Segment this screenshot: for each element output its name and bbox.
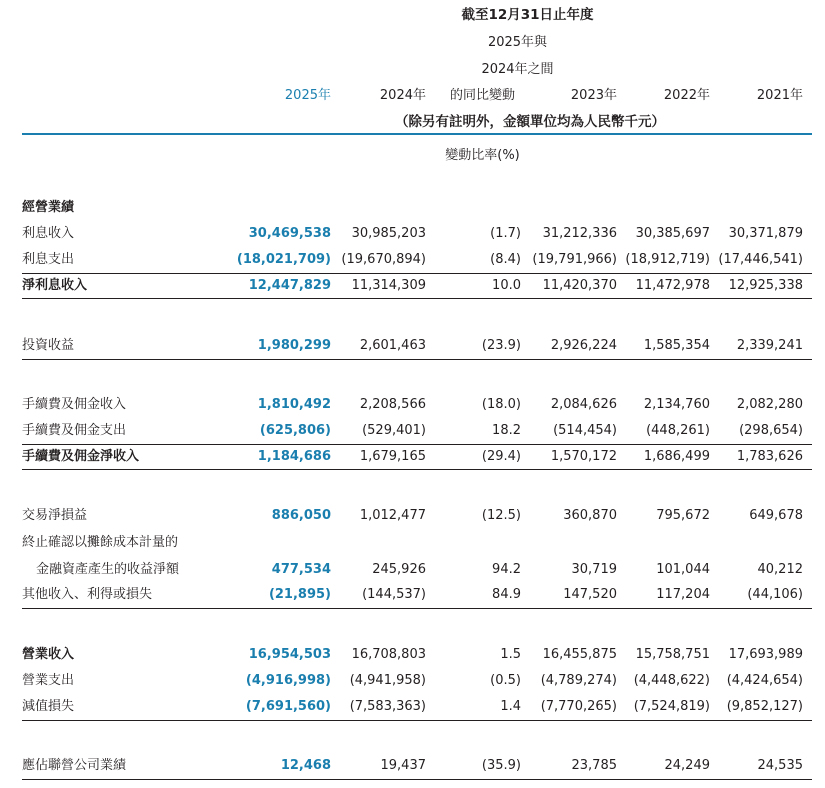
cell-2023: 2,084,626 [550,397,617,412]
cell-2021: (44,106) [747,587,803,602]
period-title: 截至12月31日止年度 [461,7,594,23]
row-label: 投資收益 [22,338,75,353]
table-row [0,249,825,271]
table-row [0,584,825,606]
cell-2024: 16,708,803 [351,647,426,662]
cell-2023: 360,870 [563,508,617,523]
cell-change: 94.2 [492,562,521,577]
cell-change: (1.7) [490,226,521,241]
cell-2022: 1,585,354 [643,338,710,353]
cell-2024: 11,314,309 [351,278,426,293]
table-row [0,559,825,581]
row-label: 營業收入 [22,647,75,662]
cell-2025: (4,916,998) [245,673,331,688]
row-label: 減值損失 [22,699,75,714]
cell-change: 10.0 [492,278,521,293]
cell-change: (0.5) [490,673,521,688]
year-header-2023: 2023年 [570,88,617,103]
cell-2022: 795,672 [656,508,710,523]
row-label: 淨利息收入 [22,278,88,293]
cell-2025: 1,980,299 [257,338,331,353]
cell-2025: 16,954,503 [248,647,331,662]
row-label: 手續費及佣金支出 [22,423,127,438]
row-label: 終止確認以攤餘成本計量的 [22,535,179,550]
cell-2022: 24,249 [664,758,710,773]
row-label: 手續費及佣金淨收入 [22,449,140,464]
cell-2021: 649,678 [749,508,803,523]
cell-2023: 31,212,336 [542,226,617,241]
row-divider [22,359,812,360]
cell-2024: 30,985,203 [351,226,426,241]
table-row [0,275,825,297]
cell-2022: 2,134,760 [643,397,710,412]
cell-2022: 30,385,697 [635,226,710,241]
cell-2024: (7,583,363) [349,699,426,714]
cell-2021: (298,654) [739,423,803,438]
row-label: 金融資產產生的收益淨額 [36,562,180,577]
section-title: 經營業績 [22,200,75,215]
cell-change: (8.4) [490,252,521,267]
change-header-line3: 的同比變動 [449,88,515,103]
cell-2022: 11,472,978 [635,278,710,293]
cell-2023: (514,454) [553,423,617,438]
table-row [0,755,825,777]
cell-2021: (17,446,541) [718,252,803,267]
cell-change: (18.0) [481,397,521,412]
table-row [0,505,825,527]
cell-2021: 1,783,626 [736,449,803,464]
row-label: 交易淨損益 [22,508,88,523]
cell-change: 1.4 [500,699,521,714]
cell-change: 18.2 [492,423,521,438]
cell-2021: 2,082,280 [736,397,803,412]
cell-2024: (144,537) [362,587,426,602]
year-header-2025: 2025年 [284,88,331,103]
row-label: 應佔聯營公司業績 [22,758,127,773]
cell-2024: 19,437 [380,758,426,773]
cell-2023: 16,455,875 [542,647,617,662]
table-row [0,223,825,245]
cell-2024: (529,401) [362,423,426,438]
cell-2023: 147,520 [563,587,617,602]
year-header-2022: 2022年 [663,88,710,103]
cell-2023: (7,770,265) [540,699,617,714]
cell-change: (29.4) [481,449,521,464]
change-header-line2: 2024年之間 [481,62,554,77]
change-header-line1: 2025年與 [487,35,548,50]
row-divider [22,720,812,721]
cell-2025: 12,468 [280,758,331,773]
year-header-2024: 2024年 [379,88,426,103]
row-divider [22,608,812,609]
table-row [0,420,825,442]
row-divider [22,298,812,299]
cell-2022: (7,524,819) [633,699,710,714]
cell-2022: 1,686,499 [643,449,710,464]
row-divider [22,444,812,445]
cell-2023: (4,789,274) [540,673,617,688]
cell-2024: (19,670,894) [341,252,426,267]
table-row [0,644,825,666]
cell-change: 84.9 [492,587,521,602]
cell-2021: 40,212 [757,562,803,577]
cell-2024: 1,679,165 [359,449,426,464]
cell-2023: 11,420,370 [542,278,617,293]
row-label: 營業支出 [22,673,75,688]
cell-change: (12.5) [481,508,521,523]
cell-2025: 1,184,686 [257,449,331,464]
cell-2024: 1,012,477 [359,508,426,523]
table-row [0,670,825,692]
table-row [0,446,825,468]
cell-change: 1.5 [500,647,521,662]
cell-2023: 2,926,224 [550,338,617,353]
cell-2025: 1,810,492 [257,397,331,412]
cell-2025: (21,895) [268,587,331,602]
cell-2023: 30,719 [571,562,617,577]
header-rule [22,133,812,135]
cell-2025: (625,806) [259,423,331,438]
table-row [0,696,825,718]
cell-2022: 117,204 [656,587,710,602]
cell-2024: 2,601,463 [359,338,426,353]
table-row [0,532,825,554]
cell-change: (35.9) [481,758,521,773]
section-title-row [0,197,825,219]
cell-2021: 30,371,879 [728,226,803,241]
cell-2021: 24,535 [757,758,803,773]
row-label: 其他收入、利得或損失 [22,587,153,602]
cell-2025: (18,021,709) [236,252,331,267]
table-row [0,394,825,416]
cell-2025: 886,050 [271,508,331,523]
cell-2025: 12,447,829 [248,278,331,293]
cell-2025: (7,691,560) [245,699,331,714]
cell-2025: 30,469,538 [248,226,331,241]
cell-2022: 101,044 [656,562,710,577]
cell-2023: 1,570,172 [550,449,617,464]
year-header-2021: 2021年 [756,88,803,103]
cell-2022: (4,448,622) [633,673,710,688]
cell-2024: 2,208,566 [359,397,426,412]
cell-2021: 12,925,338 [728,278,803,293]
change-unit-label: 變動比率(%) [445,148,520,163]
cell-2024: 245,926 [372,562,426,577]
cell-2024: (4,941,958) [349,673,426,688]
row-label: 利息支出 [22,252,75,267]
cell-2021: 2,339,241 [736,338,803,353]
cell-2021: (9,852,127) [726,699,803,714]
cell-2022: 15,758,751 [635,647,710,662]
cell-2021: 17,693,989 [728,647,803,662]
row-divider [22,469,812,470]
row-divider [22,779,812,780]
cell-change: (23.9) [481,338,521,353]
row-label: 利息收入 [22,226,75,241]
cell-2022: (18,912,719) [625,252,710,267]
row-divider [22,273,812,274]
cell-2021: (4,424,654) [726,673,803,688]
unit-note: （除另有註明外，金額單位均為人民幣千元） [395,114,665,130]
cell-2025: 477,534 [271,562,331,577]
row-label: 手續費及佣金收入 [22,397,127,412]
cell-2022: (448,261) [646,423,710,438]
table-row [0,335,825,357]
cell-2023: (19,791,966) [532,252,617,267]
cell-2023: 23,785 [571,758,617,773]
